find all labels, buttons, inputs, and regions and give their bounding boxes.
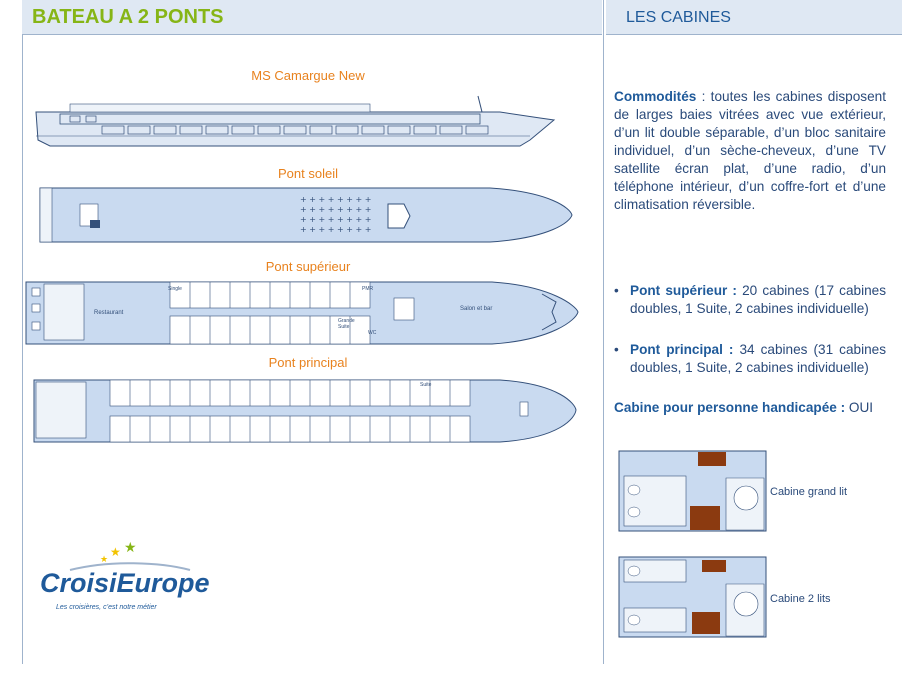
logo-tagline: Les croisières, c’est notre métier xyxy=(56,604,157,611)
svg-text:+ + + + + + + +: + + + + + + + + xyxy=(300,225,372,234)
cabin-text-principal: 34 cabines (31 cabines doubles, 1 Suite, 2 cabines individuelle) xyxy=(630,342,887,375)
label-grande-suite: Grande Suite xyxy=(338,318,355,330)
header-right xyxy=(606,0,902,35)
commodites-text: : toutes les cabines disposent de larges baies vitrées avec vue extérieur, d’un lit double séparable, d’un bloc sanitaire individuel, d’un sèche-cheveux, d’une TV satellite écran plat, d’une radio, d’un téléphone intérieur, d’un coffre-fort et d’une climatisation réversible. xyxy=(614,89,886,212)
ship-profile-drawing xyxy=(30,90,560,152)
svg-text:★: ★ xyxy=(100,555,109,565)
cabin-item-principal: • Pont principal : 34 cabines (31 cabines doubles, 1 Suite, 2 cabines individuelle) xyxy=(614,342,887,375)
svg-text:★: ★ xyxy=(110,545,121,559)
commodites-title: Commodités xyxy=(614,89,697,104)
left-border xyxy=(22,34,23,664)
ship-name: MS Camargue New xyxy=(251,68,365,83)
section-title: LES CABINES xyxy=(626,9,731,26)
handicap-line xyxy=(614,399,886,417)
handicap-value: OUI xyxy=(845,400,874,415)
label-restaurant: Restaurant xyxy=(94,310,124,316)
cabin-deck-principal: Pont principal : xyxy=(630,342,734,357)
label-pmr: PMR xyxy=(362,286,374,292)
cabin-text-superieur: 20 cabines (17 cabines doubles, 1 Suite, 2 cabines individuelle) xyxy=(630,283,887,316)
deck-title-pont-superieur: Pont supérieur xyxy=(265,259,351,274)
label-salon-bar: Salon et bar xyxy=(460,306,493,312)
croisieurope-logo xyxy=(40,540,210,620)
deck-plan-pont-principal xyxy=(30,376,580,444)
label-cabine-deux-lits: Cabine 2 lits xyxy=(770,593,831,605)
label-wc: WC xyxy=(368,330,377,336)
label-single: Single xyxy=(168,286,182,292)
svg-text:+ + + + + + + +: + + + + + + + + xyxy=(300,195,372,204)
cabin-deux-lits-plan xyxy=(618,556,768,638)
svg-text:+ + + + + + + +: + + + + + + + + xyxy=(300,215,372,224)
header-left xyxy=(22,0,602,35)
label-suite: Suite xyxy=(420,382,432,388)
commodites-paragraph xyxy=(614,88,886,214)
cabin-item-superieur: • Pont supérieur : 20 cabines (17 cabines doubles, 1 Suite, 2 cabines individuelle) xyxy=(614,283,887,316)
deck-plan-pont-soleil xyxy=(30,184,575,246)
svg-text:+ + + + + + + +: + + + + + + + + xyxy=(300,205,372,214)
cabin-deck-superieur: Pont supérieur : xyxy=(630,283,737,298)
deck-title-pont-principal: Pont principal xyxy=(268,355,348,370)
label-cabine-grand-lit: Cabine grand lit xyxy=(770,486,848,498)
page-title: BATEAU A 2 PONTS xyxy=(32,6,224,28)
svg-text:★: ★ xyxy=(124,540,137,556)
handicap-title: Cabine pour personne handicapée : xyxy=(614,400,846,415)
logo-brand: CroisiEurope xyxy=(40,568,210,598)
deck-title-pont-soleil: Pont soleil xyxy=(278,166,338,181)
column-divider xyxy=(603,0,604,664)
cabin-grand-lit-plan xyxy=(618,450,768,532)
